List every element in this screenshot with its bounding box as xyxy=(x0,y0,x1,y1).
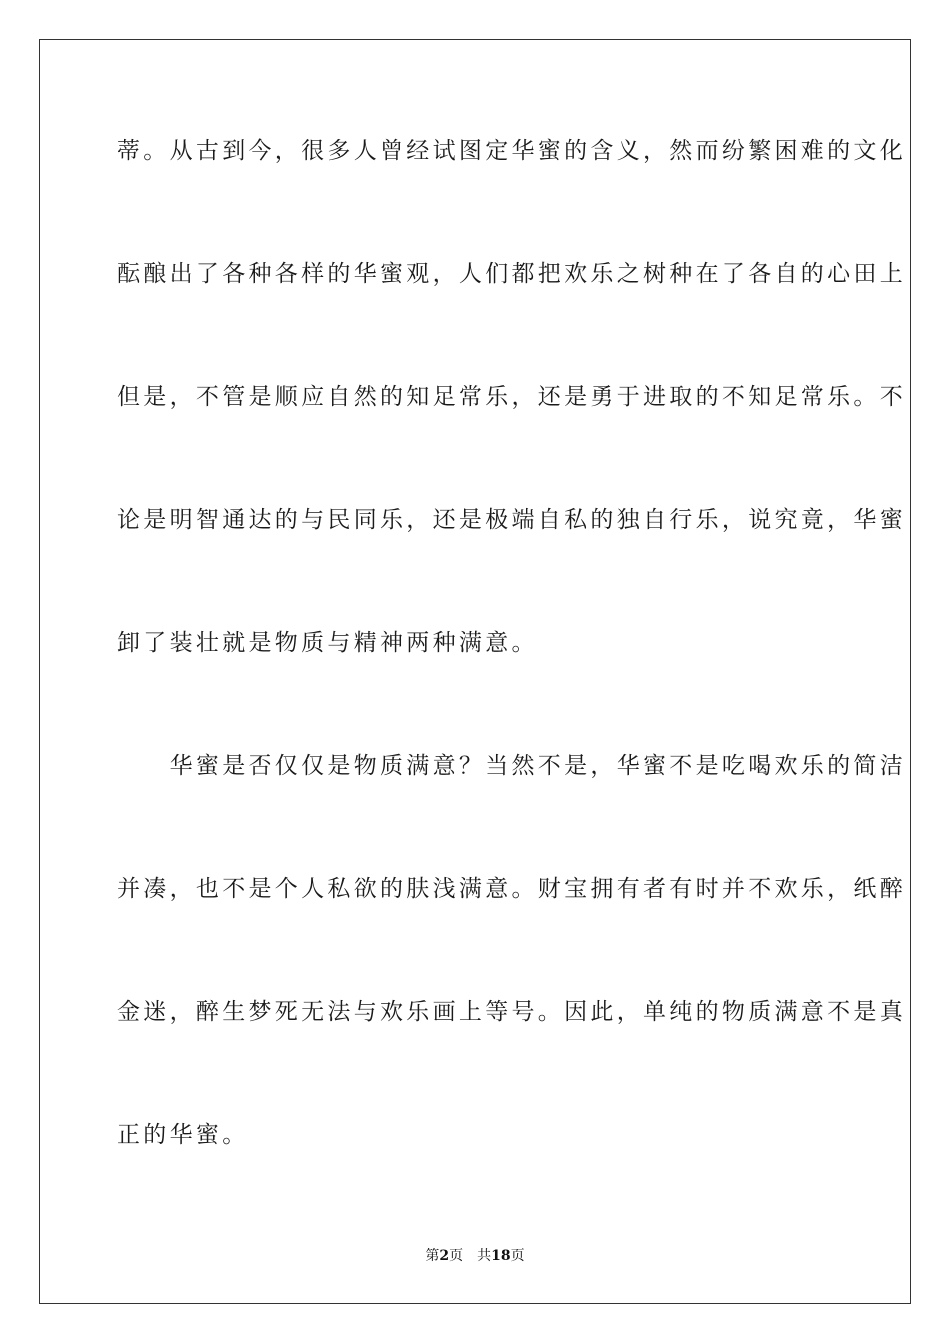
text-line-5: 卸了装壮就是物质与精神两种满意。 xyxy=(117,630,538,656)
text-line-8: 金迷，醉生梦死无法与欢乐画上等号。因此，单纯的物质满意不是真 xyxy=(117,999,906,1025)
text-line-6: 华蜜是否仅仅是物质满意？当然不是，华蜜不是吃喝欢乐的简洁 xyxy=(117,753,906,779)
text-line-3: 但是，不管是顺应自然的知足常乐，还是勇于进取的不知足常乐。不 xyxy=(117,384,906,410)
page-number: 2 xyxy=(439,1248,450,1264)
page-border xyxy=(39,39,911,1304)
total-suffix: 页 xyxy=(510,1248,525,1264)
total-prefix: 共 xyxy=(477,1248,492,1264)
text-line-9: 正的华蜜。 xyxy=(117,1122,249,1148)
page-prefix: 第 xyxy=(425,1248,440,1264)
text-line-1: 蒂。从古到今，很多人曾经试图定华蜜的含义，然而纷繁困难的文化 xyxy=(117,138,906,164)
page-suffix: 页 xyxy=(449,1248,464,1264)
page-footer xyxy=(0,1247,950,1265)
text-line-4: 论是明智通达的与民同乐，还是极端自私的独自行乐，说究竟，华蜜 xyxy=(117,507,906,533)
text-line-2: 酝酿出了各种各样的华蜜观，人们都把欢乐之树种在了各自的心田上 xyxy=(117,261,906,287)
text-line-7: 并凑，也不是个人私欲的肤浅满意。财宝拥有者有时并不欢乐，纸醉 xyxy=(117,876,906,902)
total-pages: 18 xyxy=(491,1248,511,1264)
